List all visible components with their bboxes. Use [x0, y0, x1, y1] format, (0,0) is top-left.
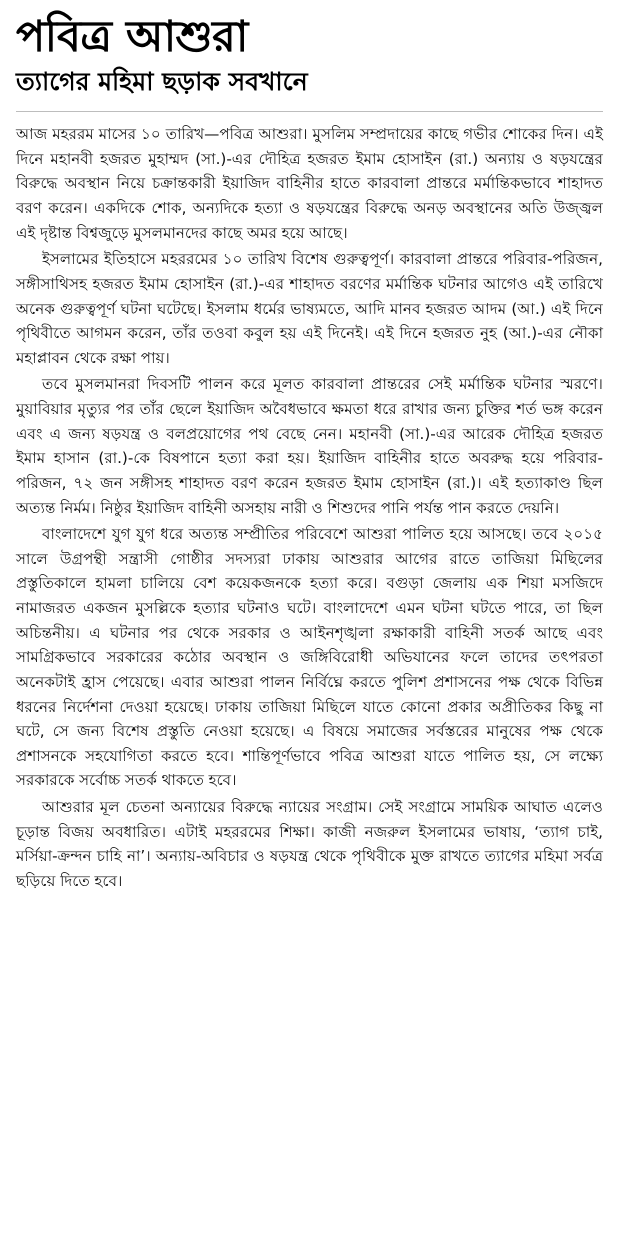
article-paragraph: আজ মহররম মাসের ১০ তারিখ—পবিত্র আশুরা। মুসলিম সম্প্রদায়ের কাছে গভীর শোকের দিন। এই দিনে মহানবী হজরত মুহাম্মদ (সা.)-এর দৌহিত্র হজরত ইমাম হোসাইন (রা.) অন্যায় ও ষড়যন্ত্রের বিরুদ্ধে অবস্থান নিয়ে চক্রান্তকারী ইয়াজিদ বাহিনীর হাতে কারবালা প্রান্তরে মর্মান্তিকভাবে শাহাদত বরণ করেন। একদিকে শোক, অন্যদিকে হত্যা ও ষড়যন্ত্রের বিরুদ্ধে অনড় অবস্থানের অতি উজ্জ্বল এই দৃষ্টান্ত বিশ্বজুড়ে মুসলমানদের কাছে অমর হয়ে আছে। — [16, 125, 603, 242]
article-subheadline: ত্যাগের মহিমা ছড়াক সবখানে — [16, 67, 308, 97]
article-paragraph: তবে মুসলমানরা দিবসটি পালন করে মূলত কারবালা প্রান্তরের সেই মর্মান্তিক ঘটনার স্মরণে। মুয়াবিয়ার মৃত্যুর পর তাঁর ছেলে ইয়াজিদ অবৈধভাবে ক্ষমতা ধরে রাখার জন্য চুক্তির শর্ত ভঙ্গ করেন এবং এ জন্য ষড়যন্ত্র ও বলপ্রয়োগের পথ বেছে নেন। মহানবী (সা.)-এর আরেক দৌহিত্র হজরত ইমাম হাসান (রা.)-কে বিষপানে হত্যা করা হয়। ইয়াজিদ বাহিনীর হাতে অবরুদ্ধ হয়ে পরিবার-পরিজন, ৭২ জন সঙ্গীসহ শাহাদত বরণ করেন হজরত ইমাম হোসাইন (রা.)। এই হত্যাকাণ্ড ছিল অত্যন্ত নির্মম। নিষ্ঠুর ইয়াজিদ বাহিনী অসহায় নারী ও শিশুদের পানি পর্যন্ত পান করতে দেয়নি। — [16, 375, 603, 517]
article-paragraph: ইসলামের ইতিহাসে মহররমের ১০ তারিখ বিশেষ গুরুত্বপূর্ণ। কারবালা প্রান্তরে পরিবার-পরিজন, সঙ্গীসাথিসহ হজরত ইমাম হোসাইন (রা.)-এর শাহাদত বরণের মর্মান্তিক ঘটনার আগেও এই তারিখে অনেক গুরুত্বপূর্ণ ঘটনা ঘটেছে। ইসলাম ধর্মের ভাষ্যমতে, আদি মানব হজরত আদম (আ.) এই দিনে পৃথিবীতে আগমন করেন, তাঁর তওবা কবুল হয় এই দিনেই। এই দিনে হজরত নুহ (আ.)-এর নৌকা মহাপ্লাবন থেকে রক্ষা পায়। — [16, 250, 603, 367]
page-title: পবিত্র আশুরা — [16, 12, 248, 62]
header-divider — [16, 111, 603, 112]
article-paragraph: বাংলাদেশে যুগ যুগ ধরে অত্যন্ত সম্প্রীতির পরিবেশে আশুরা পালিত হয়ে আসছে। তবে ২০১৫ সালে উগ্রপন্থী সন্ত্রাসী গোষ্ঠীর সদস্যরা ঢাকায় আশুরার আগের রাতে তাজিয়া মিছিলের প্রস্তুতিকালে হামলা চালিয়ে বেশ কয়েকজনকে হত্যা করে। বগুড়া জেলায় এক শিয়া মসজিদে নামাজরত একজন মুসল্লিকে হত্যার ঘটনাও ঘটে। বাংলাদেশে এমন ঘটনা ঘটতে পারে, তা ছিল অচিন্তনীয়। এ ঘটনার পর থেকে সরকার ও আইনশৃঙ্খলা রক্ষাকারী বাহিনী সতর্ক আছে এবং সামগ্রিকভাবে সরকারের কঠোর অবস্থান ও জঙ্গিবিরোধী অভিযানের ফলে তাদের তৎপরতা অনেকটাই হ্রাস পেয়েছে। এবার আশুরা পালন নির্বিঘ্নে করতে পুলিশ প্রশাসনের পক্ষ থেকে বিভিন্ন ধরনের নির্দেশনা দেওয়া হয়েছে। ঢাকায় তাজিয়া মিছিলে যাতে কোনো প্রকার অপ্রীতিকর কিছু না ঘটে, সে জন্য বিশেষ প্রস্তুতি নেওয়া হয়েছে। এ বিষয়ে সমাজের সর্বস্তরের মানুষের পক্ষ থেকে প্রশাসনকে সহযোগিতা করতে হবে। শান্তিপূর্ণভাবে পবিত্র আশুরা যাতে পালিত হয়, সে লক্ষ্যে সরকারকে সর্বোচ্চ সতর্ক থাকতে হবে। — [16, 525, 603, 790]
article-body — [16, 122, 603, 893]
article-paragraph: আশুরার মূল চেতনা অন্যায়ের বিরুদ্ধে ন্যায়ের সংগ্রাম। সেই সংগ্রামে সাময়িক আঘাত এলেও চূড়ান্ত বিজয় অবধারিত। এটাই মহররমের শিক্ষা। কাজী নজরুল ইসলামের ভাষায়, ‘ত্যাগ চাই, মর্সিয়া-ক্রন্দন চাহি না’। অন্যায়-অবিচার ও ষড়যন্ত্র থেকে পৃথিবীকে মুক্ত রাখতে ত্যাগের মহিমা সর্বত্র ছড়িয়ে দিতে হবে। — [16, 798, 603, 890]
